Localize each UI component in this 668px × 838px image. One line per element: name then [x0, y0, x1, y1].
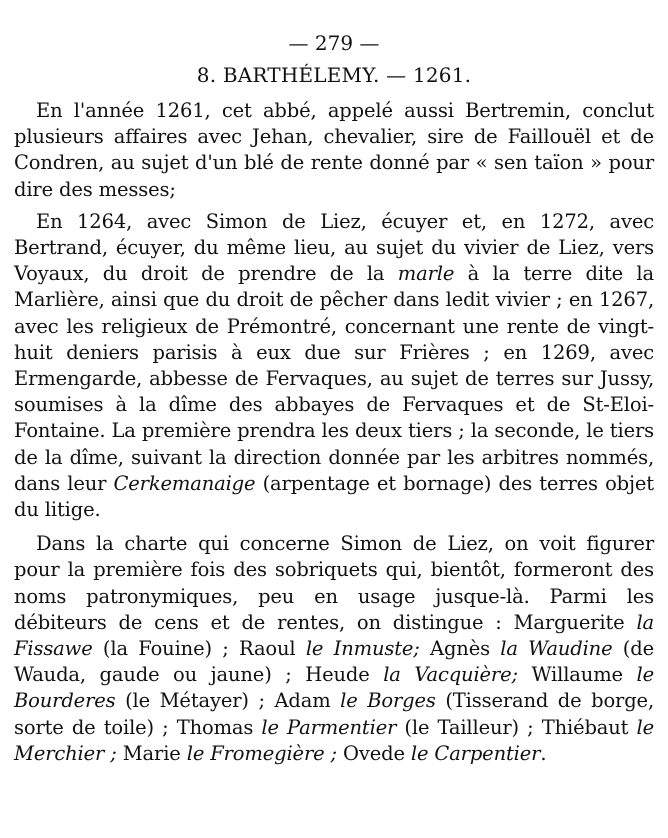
text-run: à la terre dite la Marlière, ainsi que du droit de pêcher dans ledit vivier ; en 1267, avec les religieux de Prémontré, concernant une rente de vingt-huit deniers parisis à eux due sur Frières ; en 1269, avec Ermengarde, abbesse de Fervaques, au sujet de terres sur Jussy, soumises à la dîme des abbayes de Fervaques et de St-Eloi-Fontaine. La première prendra les deux tiers ; la seconde, le tiers de la dîme, suivant la direction donnée par les arbitres nommés, dans leur: [14, 262, 654, 495]
italic-term: le Parmentier: [261, 715, 397, 739]
italic-term: Cerkemanaige: [113, 471, 256, 495]
italic-term: le Carpentier: [410, 741, 541, 765]
italic-term: marle: [397, 262, 455, 286]
page-number: — 279 —: [288, 31, 380, 55]
text-run: En l'année 1261, cet abbé, appelé aussi Bertremin, conclut plusieurs affaires avec Jehan, chevalier, sire de Faillouël et de Condren, au sujet d'un blé de rente donné par « sen taïon » pour dire des messes;: [14, 99, 654, 201]
text-run: (arpentage et bornage) des terres objet du litige.: [14, 471, 654, 522]
text-run: (le Métayer) ; Adam: [115, 689, 341, 713]
italic-term: le Inmuste;: [305, 637, 420, 661]
section-title: 8. BARTHÉLEMY. — 1261.: [196, 63, 472, 87]
italic-term: le Borges: [340, 689, 436, 713]
text-run: (le Tailleur) ; Thiébaut: [396, 715, 637, 739]
italic-term: la Waudine: [500, 637, 613, 661]
document-page: [14, 30, 654, 773]
paragraph-3: [14, 531, 654, 767]
italic-term: le Bourderes: [14, 663, 654, 713]
text-run: (la Fouine) ; Raoul: [92, 637, 306, 661]
paragraph-2: [14, 209, 654, 523]
italic-term: le Merchier ;: [14, 715, 655, 765]
text-run: (Tisserand de borge, sorte de toile) ; Thomas: [14, 689, 654, 739]
text-run: (de Wauda, gaude ou jaune) ; Heude: [14, 637, 654, 687]
text-run: .: [540, 741, 547, 765]
text-run: Willaume: [517, 663, 637, 687]
paragraph-1: [14, 98, 654, 203]
text-run: Marie: [116, 741, 187, 765]
italic-term: la Vacquière;: [383, 663, 518, 687]
text-run: Agnès: [419, 637, 501, 661]
italic-term: le Fromegière ;: [186, 741, 337, 765]
text-run: En 1264, avec Simon de Liez, écuyer et, en 1272, avec Bertrand, écuyer, du même lieu, au sujet du vivier de Liez, vers Voyaux, du droit de prendre de la: [14, 209, 654, 286]
text-run: Dans la charte qui concerne Simon de Liez, on voit figurer pour la première fois des sobriquets qui, bientôt, formeront des noms patronymiques, peu en usage jusque-là. Parmi les débiteurs de cens et de rentes, on distingue : Marguerite: [14, 532, 654, 634]
italic-term: la Fissawe: [14, 610, 654, 661]
text-run: Ovede: [336, 741, 411, 765]
